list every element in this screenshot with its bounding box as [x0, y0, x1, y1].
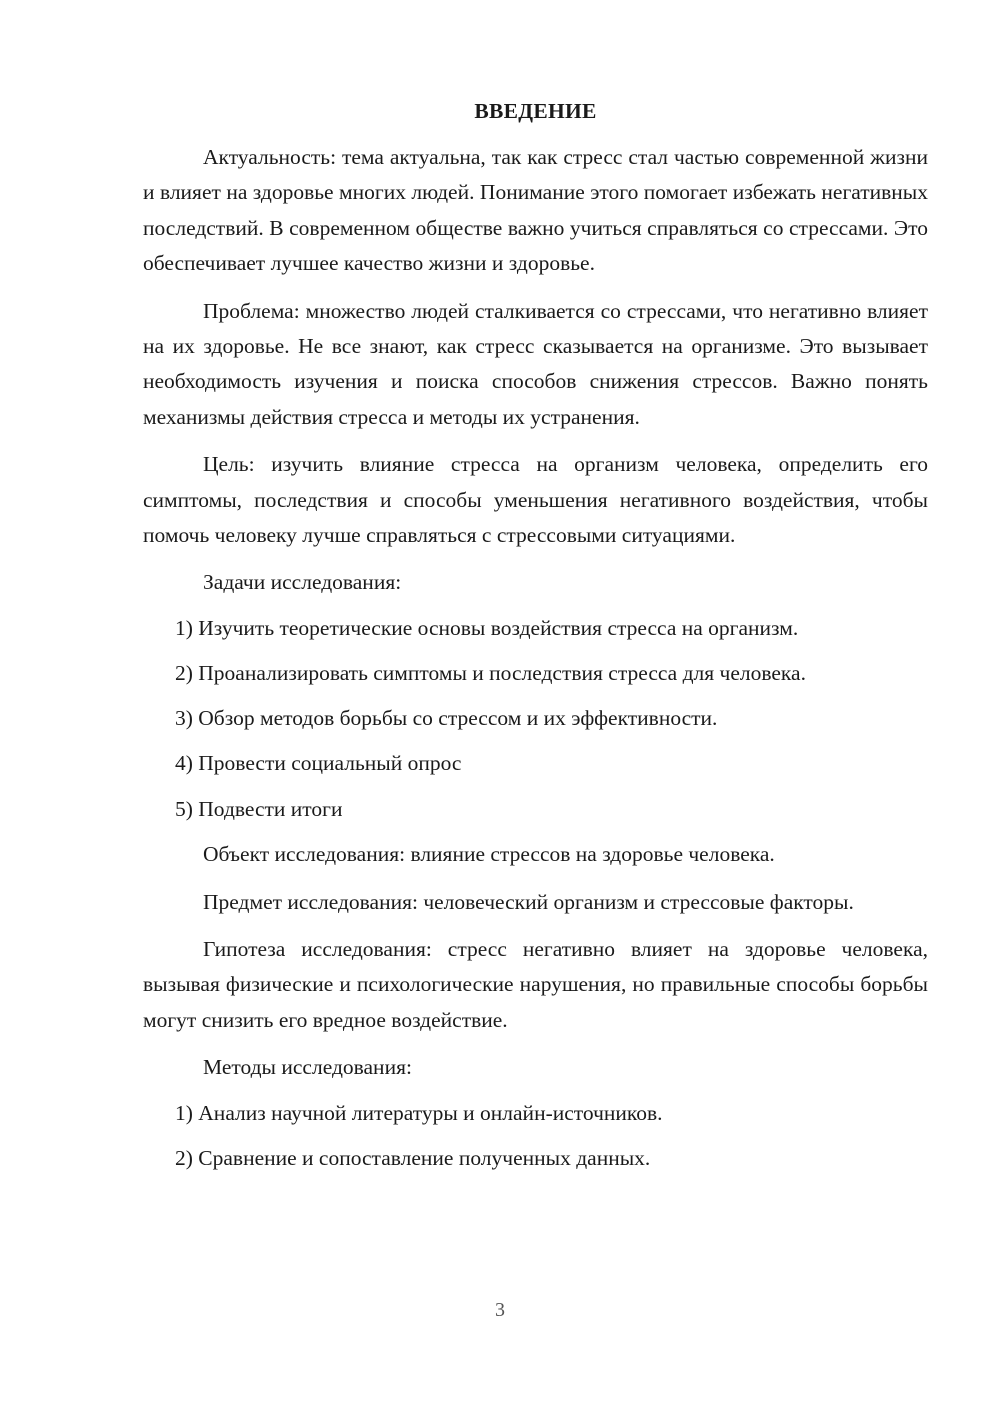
hypothesis-paragraph: Гипотеза исследования: стресс негативно влияет на здоровье человека, вызывая физические и психологические нарушения, но правильные способы борьбы могут снизить его вредное воздействие. [143, 936, 928, 1032]
relevance-paragraph: Актуальность: тема актуальна, так как стресс стал частью современной жизни и влияет на здоровье многих людей. Понимание этого помогает избежать негативных последствий. В современном обществе важно учиться справляться со стрессами. Это обеспечивает лучшее качество жизни и здоровье. [143, 145, 928, 276]
tasks-list [143, 611, 928, 827]
tasks-list-item: 1) Изучить теоретические основы воздействия стресса на организм. [175, 615, 799, 640]
object-paragraph: Объект исследования: влияние стрессов на здоровье человека. [203, 842, 775, 867]
section-title: ВВЕДЕНИЕ [474, 99, 597, 123]
goal-paragraph: Цель: изучить влияние стресса на организм человека, определить его симптомы, последствия и способы уменьшения негативного воздействия, чтобы помочь человеку лучше справляться с стрессовыми ситуациями. [143, 452, 928, 548]
methods-label: Методы исследования: [203, 1055, 412, 1080]
methods-list-item: 2) Сравнение и сопоставление полученных данных. [175, 1145, 651, 1170]
tasks-label: Задачи исследования: [203, 570, 402, 595]
tasks-list-item: 4) Провести социальный опрос [175, 751, 462, 776]
tasks-list-item: 5) Подвести итоги [175, 796, 343, 821]
page-number: 3 [495, 1299, 505, 1321]
page-content [143, 96, 928, 1186]
tasks-list-item: 2) Проанализировать симптомы и последствия стресса для человека. [175, 661, 806, 686]
subject-paragraph: Предмет исследования: человеческий организм и стрессовые факторы. [203, 889, 854, 914]
tasks-list-item: 3) Обзор методов борьбы со стрессом и их эффективности. [175, 706, 718, 731]
problem-paragraph: Проблема: множество людей сталкивается со стрессами, что негативно влияет на их здоровье. Не все знают, как стресс сказывается на организме. Это вызывает необходимость изучения и поиска способов снижения стрессов. Важно понять механизмы действия стресса и методы их устранения. [143, 298, 928, 429]
methods-list [143, 1096, 928, 1177]
methods-list-item: 1) Анализ научной литературы и онлайн-источников. [175, 1100, 663, 1125]
